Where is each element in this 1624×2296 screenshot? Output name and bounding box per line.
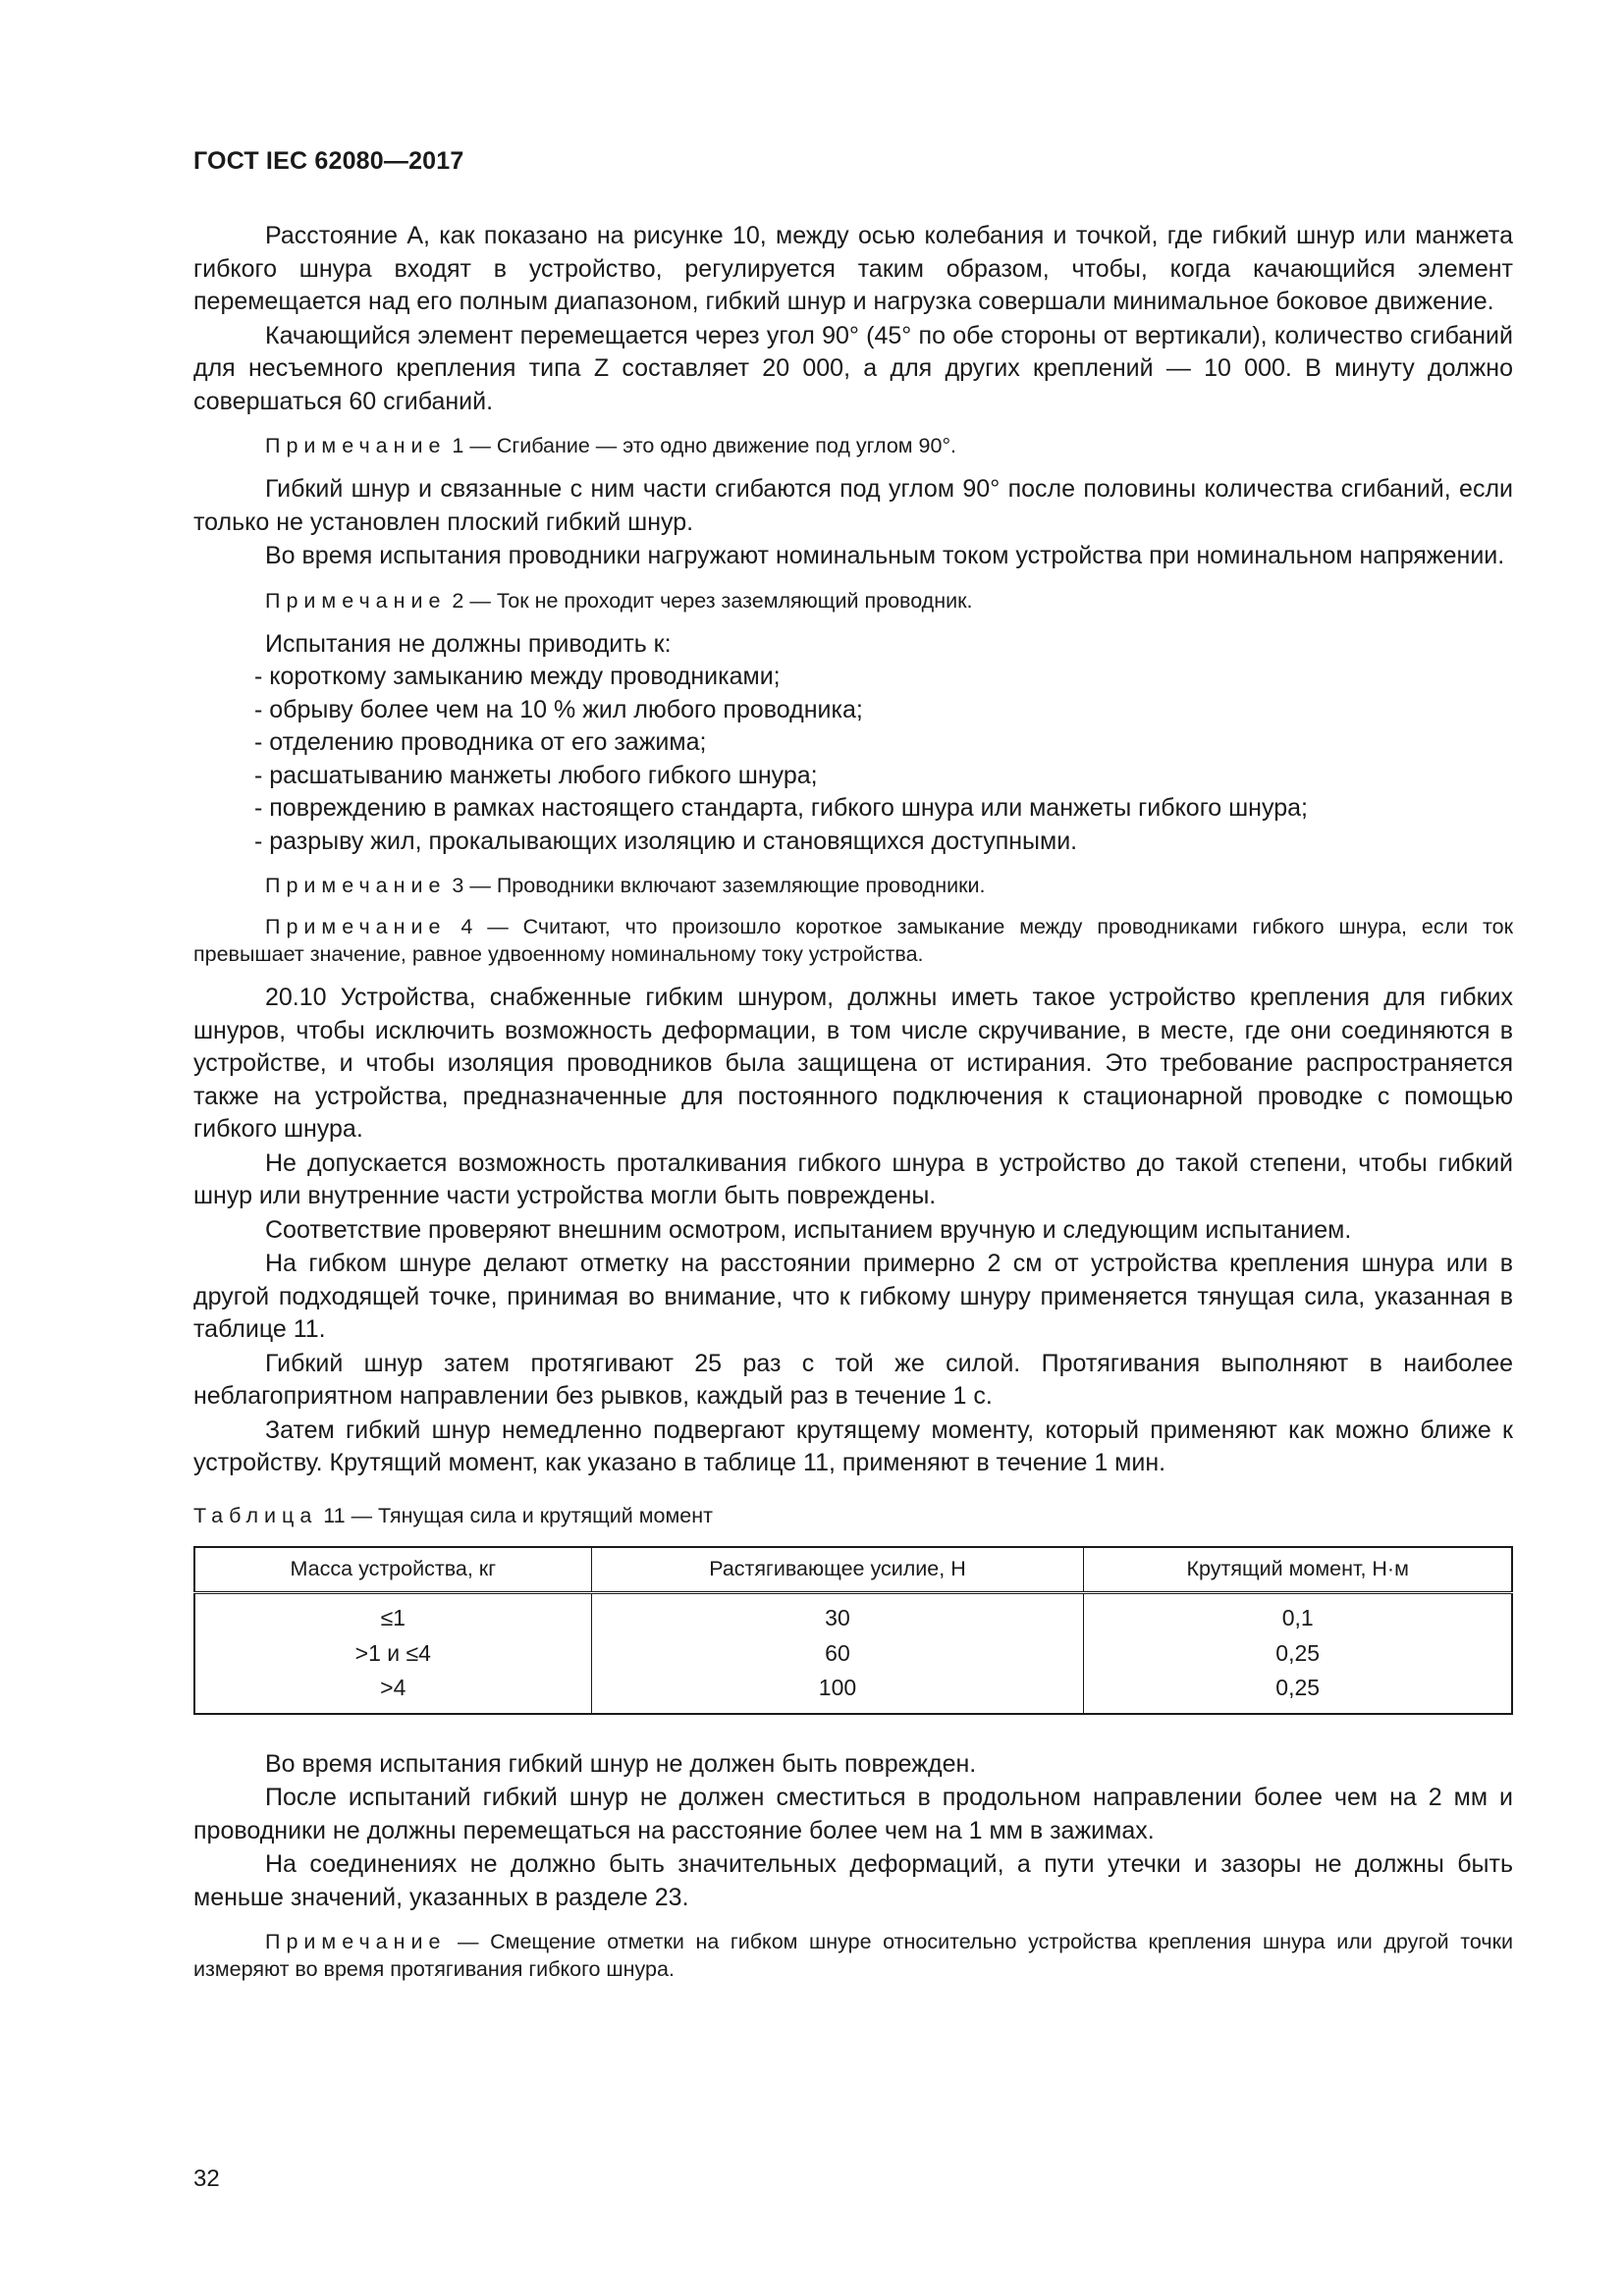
table-cell: 100 bbox=[591, 1671, 1084, 1714]
table-row bbox=[194, 1671, 1512, 1714]
list-intro: Испытания не должны приводить к: bbox=[265, 629, 672, 658]
paragraph: Соответствие проверяют внешним осмотром, испытанием вручную и следующим испытанием. bbox=[265, 1215, 1352, 1244]
table-cell: 0,1 bbox=[1281, 1605, 1314, 1630]
document-body bbox=[193, 220, 1513, 1997]
column-header: Крутящий момент, Н·м bbox=[1084, 1547, 1512, 1593]
table-cell: 0,25 bbox=[1275, 1639, 1321, 1666]
note bbox=[193, 587, 1513, 614]
column-header: Растягивающее усилие, Н bbox=[591, 1547, 1084, 1593]
note bbox=[193, 432, 1513, 459]
table-cell: >1 и ≤4 bbox=[194, 1636, 591, 1672]
table-cell: 30 bbox=[591, 1593, 1084, 1636]
table-row bbox=[194, 1636, 1512, 1672]
paragraph: Расстояние А, как показано на рисунке 10, между осью колебания и точкой, где гибкий шнур или манжета гибкого шнура входят в устройство, регулируется таким образом, чтобы, когда качающийся элемент перемещается над его полным диапазоном, гибкий шнур и нагрузка совершали минимальное боковое движение. bbox=[193, 222, 1513, 315]
note-label: Примечание bbox=[265, 588, 447, 613]
note-text: — Смещение отметки на гибком шнуре относительно устройства крепления шнура или другой точки измеряют во время протягивания гибкого шнура. bbox=[193, 1930, 1513, 1981]
note-text: 4 — Считают, что произошло короткое замыкание между проводниками гибкого шнура, если ток превышает значение, равное удвоенному номинальному току устройства. bbox=[193, 915, 1513, 966]
paragraph: На соединениях не должно быть значительных деформаций, а пути утечки и зазоры не должны быть меньше значений, указанных в разделе 23. bbox=[193, 1850, 1513, 1911]
paragraph: Качающийся элемент перемещается через угол 90° (45° по обе стороны от вертикали), количество сгибаний для несъемного крепления типа Z составляет 20 000, а для других креплений — 10 000. В минуту должно совершаться 60 сгибаний. bbox=[193, 321, 1513, 415]
note-text: 2 — Ток не проходит через заземляющий проводник. bbox=[446, 588, 973, 613]
paragraph: Не допускается возможность проталкивания гибкого шнура в устройство до такой степени, чтобы гибкий шнур или внутренние части устройства могли быть повреждены. bbox=[193, 1148, 1513, 1209]
table-row bbox=[194, 1593, 1512, 1636]
post-table-section bbox=[193, 1748, 1513, 1984]
table-cell: ≤1 bbox=[194, 1593, 591, 1636]
paragraph: После испытаний гибкий шнур не должен сместиться в продольном направлении более чем на 2 мм и проводники не должны перемещаться на расстояние более чем на 1 мм в зажимах. bbox=[193, 1784, 1513, 1844]
note bbox=[193, 1928, 1513, 1983]
note-label: Примечание bbox=[265, 434, 447, 457]
list-item: - разрыву жил, прокалывающих изоляцию и становящихся доступными. bbox=[254, 827, 1078, 855]
note bbox=[193, 913, 1513, 968]
table-caption-label: Таблица bbox=[193, 1503, 318, 1527]
note-label: Примечание bbox=[265, 1930, 447, 1953]
list-item: - обрыву более чем на 10 % жил любого проводника; bbox=[254, 695, 863, 723]
table-caption-title: 11 — Тянущая сила и крутящий момент bbox=[317, 1503, 713, 1527]
paragraph: Во время испытания проводники нагружают номинальным током устройства при номинальном напряжении. bbox=[265, 542, 1505, 569]
paragraph: 20.10 Устройства, снабженные гибким шнуром, должны иметь такое устройство крепления для гибких шнуров, чтобы исключить возможность деформации, в том числе скручивание, в месте, где они соединяются в устройстве, и чтобы изоляция проводников была защищена от истирания. Это требование распространяется также на устройства, предназначенные для постоянного подключения к стационарной проводке с помощью гибкого шнура. bbox=[193, 984, 1513, 1143]
note-label: Примечание bbox=[265, 915, 447, 938]
table-11 bbox=[193, 1546, 1513, 1715]
paragraph: Затем гибкий шнур немедленно подвергают крутящему моменту, который применяют как можно ближе к устройству. Крутящий момент, как указано в таблице 11, применяют в течение 1 мин. bbox=[193, 1415, 1513, 1476]
paragraph: На гибком шнуре делают отметку на расстоянии примерно 2 см от устройства крепления шнура или в другой подходящей точке, принимая во внимание, что к гибкому шнуру применяется тянущая сила, указанная в таблице 11. bbox=[193, 1250, 1513, 1343]
note-label: Примечание bbox=[265, 874, 447, 897]
table-cell: 60 bbox=[591, 1636, 1084, 1672]
list-item: - отделению проводника от его зажима; bbox=[254, 728, 707, 756]
column-header: Масса устройства, кг bbox=[194, 1547, 591, 1593]
table-cell: >4 bbox=[194, 1671, 591, 1714]
table-header-row bbox=[194, 1547, 1512, 1593]
note bbox=[193, 872, 1513, 899]
list-item: - повреждению в рамках настоящего стандарта, гибкого шнура или манжеты гибкого шнура; bbox=[254, 794, 1308, 822]
paragraph: Во время испытания гибкий шнур не должен быть поврежден. bbox=[265, 1749, 977, 1778]
table-cell: 0,25 bbox=[1275, 1675, 1321, 1700]
document-header: ГОСТ IEC 62080—2017 bbox=[193, 147, 464, 175]
table-caption bbox=[193, 1500, 1513, 1533]
requirements-list bbox=[193, 661, 1513, 858]
list-item: - расшатыванию манжеты любого гибкого шнура; bbox=[254, 761, 818, 789]
paragraph: Гибкий шнур и связанные с ним части сгибаются под углом 90° после половины количества сгибаний, если только не установлен плоский гибкий шнур. bbox=[193, 475, 1513, 536]
note-text: 1 — Сгибание — это одно движение под углом 90°. bbox=[446, 434, 957, 457]
list-item: - короткому замыканию между проводниками; bbox=[254, 663, 781, 690]
note-text: 3 — Проводники включают заземляющие проводники. bbox=[446, 874, 986, 897]
page-number: 32 bbox=[193, 2165, 220, 2192]
paragraph: Гибкий шнур затем протягивают 25 раз с той же силой. Протягивания выполняют в наиболее неблагоприятном направлении без рывков, каждый раз в течение 1 с. bbox=[193, 1349, 1513, 1410]
